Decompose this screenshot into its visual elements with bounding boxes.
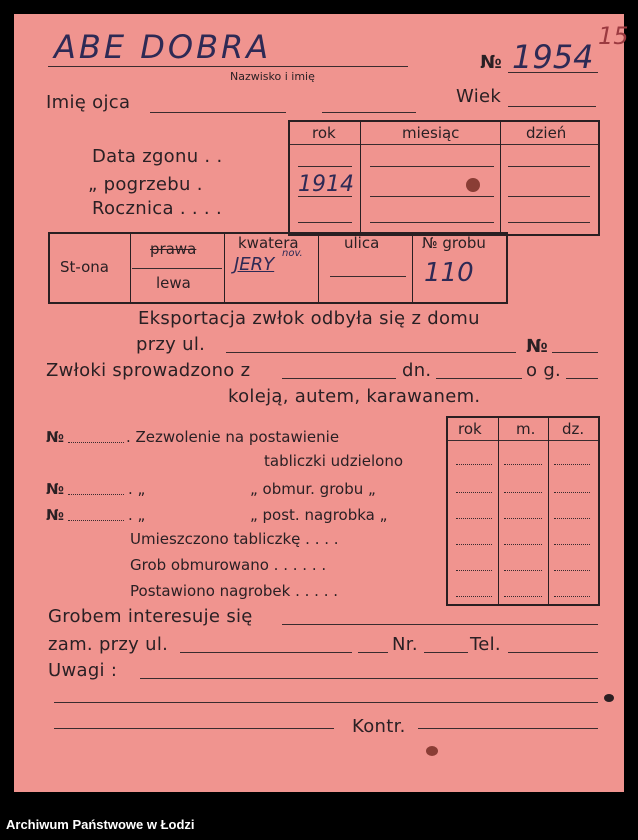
- father-name-line: [150, 112, 286, 113]
- quarter-note: nov.: [282, 248, 303, 259]
- quarter-value: JERY: [234, 254, 275, 275]
- location-table: [48, 232, 508, 304]
- brought-day-label: dn.: [402, 360, 432, 381]
- dates-table: [288, 120, 600, 236]
- nr-label: Nr.: [392, 634, 418, 655]
- permit-r2-day: [554, 492, 590, 493]
- date-col-year: rok: [312, 124, 336, 142]
- death-year-line: [298, 166, 352, 167]
- permit-row1-number-line: [68, 442, 124, 443]
- burial-label: „ pogrzebu .: [88, 174, 203, 195]
- permit-r4-month: [504, 544, 542, 545]
- permit-row5-text: Grob obmurowano . . . . . .: [130, 556, 327, 574]
- brought-from-line: [282, 378, 396, 379]
- export-street-line: [226, 352, 516, 353]
- tel-line: [508, 652, 598, 653]
- export-street-label: przy ul.: [136, 334, 206, 355]
- street-label: ulica: [344, 234, 380, 252]
- date-col-day: dzień: [526, 124, 567, 142]
- loc-divider-2: [224, 234, 225, 302]
- permit-r4-day: [554, 544, 590, 545]
- permits-divider-1: [498, 418, 499, 604]
- export-number-line: [552, 352, 598, 353]
- father-name-label: Imię ojca: [46, 92, 131, 113]
- grave-no-value: 110: [424, 258, 474, 288]
- permit-row4-text: Umieszczono tabliczkę . . . .: [130, 530, 339, 548]
- tel-label: Tel.: [470, 634, 501, 655]
- number-value: 1954: [512, 38, 594, 76]
- burial-month-line: [370, 196, 494, 197]
- left-side-label: lewa: [156, 274, 191, 292]
- permit-r6-year: [456, 596, 492, 597]
- permit-row2-prefix: №: [46, 480, 65, 498]
- permit-row3-prefix: №: [46, 506, 65, 524]
- permit-row3-number-line: [68, 520, 124, 521]
- permit-r6-day: [554, 596, 590, 597]
- surname-value: ABE DOBRA: [54, 28, 272, 66]
- date-col-month: miesiąc: [402, 124, 460, 142]
- permit-r6-month: [504, 596, 542, 597]
- permit-r1-month: [504, 464, 542, 465]
- father-name-line-2: [322, 112, 416, 113]
- death-date-label: Data zgonu . .: [92, 146, 223, 167]
- nr-line: [424, 652, 468, 653]
- permit-row2-mid: . „: [128, 480, 146, 498]
- quarter-label: kwatera: [238, 234, 299, 252]
- brought-from-label: Zwłoki sprowadzono z: [46, 360, 251, 381]
- archive-footer: Archiwum Państwowe w Łodzi: [6, 817, 195, 832]
- corner-number: 15: [598, 22, 629, 50]
- side-label: St-ona: [60, 258, 109, 276]
- address-label: zam. przy ul.: [48, 634, 169, 655]
- loc-divider-3: [318, 234, 319, 302]
- interested-line: [282, 624, 598, 625]
- dates-header-rule: [290, 144, 598, 145]
- permit-r3-month: [504, 518, 542, 519]
- stain-mark: [426, 746, 438, 756]
- notes-label: Uwagi :: [48, 660, 118, 681]
- side-split-rule: [132, 268, 222, 269]
- export-line-1: Eksportacja zwłok odbyła się z domu: [138, 308, 480, 329]
- permit-row6-text: Postawiono nagrobek . . . . .: [130, 582, 338, 600]
- permit-col-day: dz.: [562, 420, 585, 438]
- anniv-month-line: [370, 222, 494, 223]
- address-line-2: [358, 652, 388, 653]
- permit-row1-text2: tabliczki udzielono: [264, 452, 403, 470]
- permit-row1-prefix: №: [46, 428, 65, 446]
- dates-divider-1: [360, 122, 361, 234]
- burial-year-value: 1914: [298, 172, 354, 197]
- ink-dot: [604, 694, 614, 702]
- notes-line-2: [54, 702, 598, 703]
- permit-r2-month: [504, 492, 542, 493]
- permits-header-rule: [448, 440, 598, 441]
- anniversary-label: Rocznica . . . .: [92, 198, 222, 219]
- address-line: [180, 652, 352, 653]
- permit-row1-text: . Zezwolenie na postawienie: [126, 428, 340, 446]
- street-line: [330, 276, 406, 277]
- permit-row3-text: „ post. nagrobka „: [250, 506, 388, 524]
- age-line: [508, 106, 596, 107]
- burial-day-line: [508, 196, 590, 197]
- number-label: №: [480, 52, 502, 73]
- dates-divider-2: [500, 122, 501, 234]
- loc-divider-4: [412, 234, 413, 302]
- brought-hour-line: [566, 378, 598, 379]
- brought-hour-label: o g.: [526, 360, 562, 381]
- right-side-label: prawa: [150, 240, 197, 258]
- permit-row2-text: „ obmur. grobu „: [250, 480, 376, 498]
- anniv-year-line: [298, 222, 352, 223]
- age-label: Wiek: [456, 86, 502, 107]
- permits-divider-2: [548, 418, 549, 604]
- permit-r4-year: [456, 544, 492, 545]
- permit-r1-day: [554, 464, 590, 465]
- permit-r1-year: [456, 464, 492, 465]
- interested-label: Grobem interesuje się: [48, 606, 253, 627]
- permit-r5-day: [554, 570, 590, 571]
- loc-divider-1: [130, 234, 131, 302]
- permit-r2-year: [456, 492, 492, 493]
- control-label: Kontr.: [352, 716, 406, 737]
- permit-col-year: rok: [458, 420, 482, 438]
- index-card: [14, 14, 629, 792]
- death-day-line: [508, 166, 590, 167]
- permit-r5-year: [456, 570, 492, 571]
- number-underline: [508, 72, 598, 73]
- stain-mark: [466, 178, 480, 192]
- permit-r3-day: [554, 518, 590, 519]
- permit-row3-mid: . „: [128, 506, 146, 524]
- brought-day-line: [436, 378, 522, 379]
- surname-label: Nazwisko i imię: [230, 70, 315, 83]
- transport-label: koleją, autem, karawanem.: [228, 386, 481, 407]
- anniv-day-line: [508, 222, 590, 223]
- notes-line-4: [418, 728, 598, 729]
- surname-underline: [48, 66, 408, 67]
- permit-r5-month: [504, 570, 542, 571]
- permit-col-month: m.: [516, 420, 536, 438]
- death-month-line: [370, 166, 494, 167]
- grave-no-label: № grobu: [422, 234, 486, 252]
- permits-table: [446, 416, 600, 606]
- notes-line-3: [54, 728, 334, 729]
- burial-year-line: [298, 196, 352, 197]
- export-number-label: №: [526, 336, 548, 357]
- permit-r3-year: [456, 518, 492, 519]
- notes-line-1: [140, 678, 598, 679]
- permit-row2-number-line: [68, 494, 124, 495]
